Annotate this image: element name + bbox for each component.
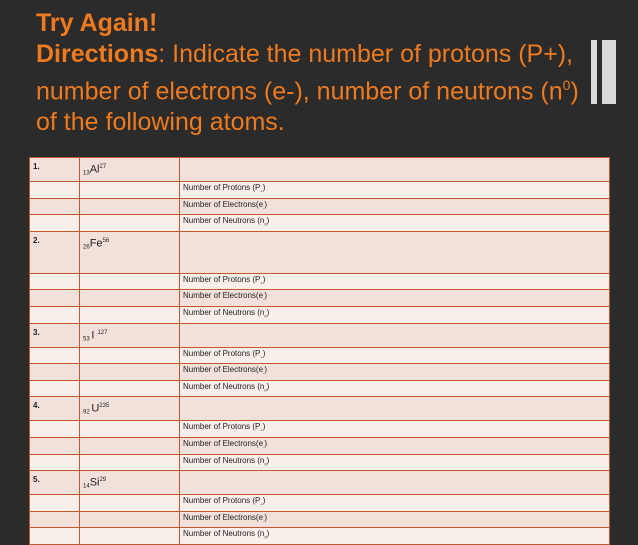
charge-symbol: - <box>263 370 265 376</box>
close-paren: ) <box>264 365 268 375</box>
quantity-label <box>180 306 610 323</box>
answer-cell[interactable] <box>180 323 610 347</box>
answer-cell[interactable] <box>180 158 610 182</box>
quantity-text: Number of Protons (P <box>183 348 261 358</box>
empty-cell <box>80 347 180 364</box>
empty-cell <box>30 215 80 232</box>
charge-symbol: 0 <box>264 461 267 467</box>
neutrons-row <box>30 306 610 323</box>
quantity-label <box>180 347 610 364</box>
atom-row <box>30 323 610 347</box>
neutrons-row <box>30 454 610 471</box>
atom-notation <box>80 471 180 495</box>
electrons-row <box>30 198 610 215</box>
quantity-text: Number of Protons (P <box>183 183 261 192</box>
atom-row <box>30 471 610 495</box>
close-paren: ) <box>266 381 270 391</box>
empty-cell <box>30 454 80 471</box>
protons-row <box>30 182 610 199</box>
atom-row <box>30 397 610 421</box>
charge-symbol: - <box>263 518 265 524</box>
empty-cell <box>30 380 80 397</box>
charge-symbol: 0 <box>264 313 267 319</box>
accent-bar-thin <box>591 40 597 104</box>
quantity-text: Number of Neutrons (n <box>183 455 265 465</box>
directions-label: Directions <box>36 40 159 68</box>
electrons-row <box>30 437 610 454</box>
quantity-text: Number of Neutrons (n <box>183 381 265 391</box>
quantity-label <box>180 511 610 528</box>
quantity-label <box>180 421 610 438</box>
quantity-label <box>180 290 610 307</box>
accent-bar-thick <box>602 40 616 104</box>
empty-cell <box>30 364 80 381</box>
atomic-number: 53 <box>83 335 92 342</box>
answer-cell[interactable] <box>180 231 610 273</box>
quantity-label <box>180 454 610 471</box>
mass-number: 127 <box>97 329 108 336</box>
empty-cell <box>30 290 80 307</box>
quantity-text: Number of Neutrons (n <box>183 216 265 226</box>
atom-number: 3. <box>30 323 80 347</box>
charge-symbol: + <box>260 354 263 360</box>
empty-cell <box>30 198 80 215</box>
quantity-text: Number of Electrons(e <box>183 438 264 448</box>
slide-title <box>36 8 596 138</box>
quantity-text: Number of Protons (P <box>183 274 261 284</box>
empty-cell <box>30 528 80 545</box>
charge-symbol: + <box>260 188 263 194</box>
quantity-text: Number of Neutrons (n <box>183 529 265 539</box>
empty-cell <box>30 182 80 199</box>
quantity-text: Number of Neutrons (n <box>183 307 265 317</box>
quantity-label <box>180 273 610 290</box>
atomic-number: 14 <box>83 483 90 490</box>
empty-cell <box>80 306 180 323</box>
close-paren: ) <box>264 199 268 209</box>
atom-notation <box>80 323 180 347</box>
protons-row <box>30 273 610 290</box>
quantity-label <box>180 364 610 381</box>
close-paren: ) <box>262 183 266 192</box>
close-paren: ) <box>262 422 266 432</box>
quantity-label <box>180 528 610 545</box>
atoms-table <box>29 157 610 545</box>
electrons-row <box>30 511 610 528</box>
atom-number: 1. <box>30 158 80 182</box>
empty-cell <box>30 437 80 454</box>
protons-row <box>30 421 610 438</box>
charge-symbol: + <box>260 280 263 286</box>
charge-symbol: + <box>260 501 263 507</box>
close-paren: ) <box>266 529 270 539</box>
neutron-superscript: 0 <box>562 77 571 93</box>
title-heading: Try Again! <box>36 9 158 37</box>
charge-symbol: - <box>263 296 265 302</box>
empty-cell <box>80 454 180 471</box>
close-paren: ) <box>266 307 270 317</box>
directions-end: ) of the following atoms. <box>36 77 579 137</box>
quantity-text: Number of Protons (P <box>183 422 261 432</box>
quantity-label <box>180 198 610 215</box>
element-symbol: I <box>91 329 98 342</box>
element-symbol: Al <box>89 163 100 176</box>
empty-cell <box>30 495 80 512</box>
mass-number: 56 <box>102 237 110 244</box>
neutrons-row <box>30 528 610 545</box>
element-symbol: U <box>91 402 100 415</box>
empty-cell <box>30 306 80 323</box>
close-paren: ) <box>266 455 270 465</box>
atom-notation <box>80 158 180 182</box>
quantity-label <box>180 437 610 454</box>
atomic-number: 92 <box>83 409 92 416</box>
atomic-number: 13 <box>83 170 90 177</box>
empty-cell <box>80 182 180 199</box>
atomic-number: 26 <box>83 244 90 251</box>
quantity-label <box>180 380 610 397</box>
charge-symbol: 0 <box>264 534 267 540</box>
close-paren: ) <box>262 274 266 284</box>
quantity-label <box>180 182 610 199</box>
charge-symbol: 0 <box>264 221 267 227</box>
close-paren: ) <box>264 512 268 522</box>
empty-cell <box>80 380 180 397</box>
empty-cell <box>80 528 180 545</box>
close-paren: ) <box>262 496 266 506</box>
mass-number: 29 <box>99 477 107 484</box>
protons-row <box>30 495 610 512</box>
protons-row <box>30 347 610 364</box>
quantity-text: Number of Electrons(e <box>183 365 264 375</box>
neutrons-row <box>30 215 610 232</box>
quantity-text: Number of Protons (P <box>183 496 261 506</box>
atom-row <box>30 158 610 182</box>
directions-body: : Indicate the number of protons (P+), number of electrons (e-), number of neutrons (n <box>36 40 574 106</box>
close-paren: ) <box>264 438 268 448</box>
answer-cell[interactable] <box>180 471 610 495</box>
empty-cell <box>80 273 180 290</box>
quantity-text: Number of Electrons(e <box>183 291 264 301</box>
empty-cell <box>30 421 80 438</box>
charge-symbol: - <box>263 205 265 211</box>
element-symbol: Fe <box>89 237 103 250</box>
empty-cell <box>80 198 180 215</box>
close-paren: ) <box>266 216 270 226</box>
directions-text <box>36 39 596 138</box>
charge-symbol: - <box>263 444 265 450</box>
quantity-text: Number of Electrons(e <box>183 512 264 522</box>
atom-number: 4. <box>30 397 80 421</box>
empty-cell <box>80 421 180 438</box>
empty-cell <box>30 511 80 528</box>
atom-row <box>30 231 610 273</box>
charge-symbol: + <box>260 427 263 433</box>
neutrons-row <box>30 380 610 397</box>
atom-notation <box>80 397 180 421</box>
quantity-label <box>180 495 610 512</box>
electrons-row <box>30 364 610 381</box>
electrons-row <box>30 290 610 307</box>
mass-number: 27 <box>99 164 107 170</box>
quantity-text: Number of Electrons(e <box>183 199 264 209</box>
empty-cell <box>80 215 180 232</box>
element-symbol: Si <box>89 476 100 489</box>
charge-symbol: 0 <box>264 387 267 393</box>
close-paren: ) <box>262 348 266 358</box>
quantity-label <box>180 215 610 232</box>
empty-cell <box>30 347 80 364</box>
answer-cell[interactable] <box>180 397 610 421</box>
atom-number: 5. <box>30 471 80 495</box>
empty-cell <box>80 364 180 381</box>
close-paren: ) <box>264 291 268 301</box>
atom-notation <box>80 231 180 273</box>
mass-number: 235 <box>99 403 110 410</box>
atom-number: 2. <box>30 231 80 273</box>
empty-cell <box>80 290 180 307</box>
empty-cell <box>80 511 180 528</box>
empty-cell <box>80 495 180 512</box>
empty-cell <box>80 437 180 454</box>
empty-cell <box>30 273 80 290</box>
